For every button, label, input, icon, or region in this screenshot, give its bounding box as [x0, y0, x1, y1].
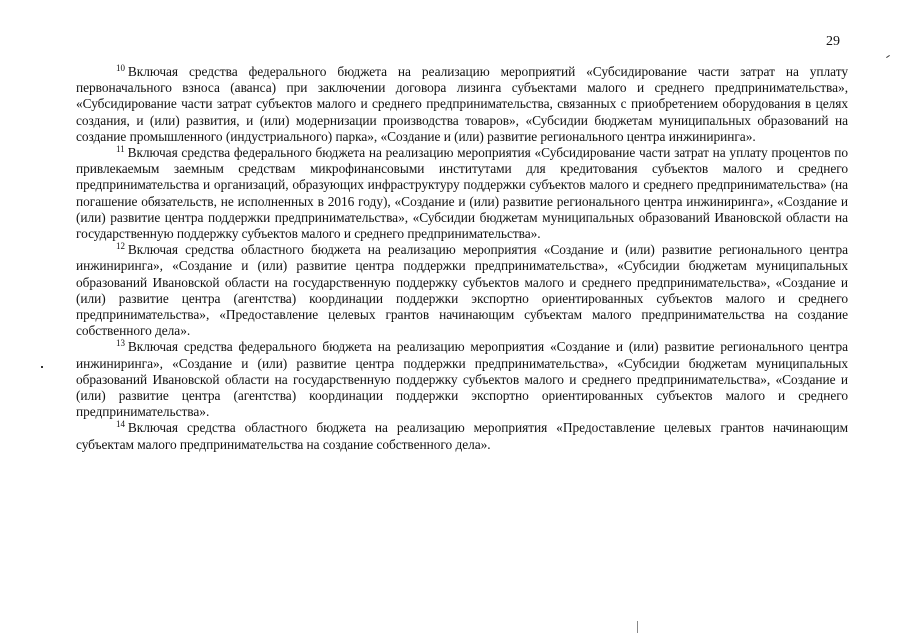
footnote-marker: 11 — [116, 144, 125, 155]
scan-speck — [886, 55, 890, 58]
footnote-13 — [76, 339, 848, 420]
footnote-text: Включая средства областного бюджета на реализацию мероприятия «Предоставление целевых грантов начинающим субъектам малого предпринимательства на создание собственного дела». — [76, 420, 848, 452]
page-number: 29 — [826, 34, 840, 49]
footnote-14 — [76, 420, 848, 452]
footnote-marker: 12 — [116, 241, 125, 252]
footnote-marker: 10 — [116, 63, 125, 73]
footnotes-block — [76, 64, 848, 453]
footnote-text: Включая средства федерального бюджета на реализацию мероприятия «Создание и (или) развитие регионального центра инжиниринга», «Создание и (или) развитие центра поддержки предпринимательства», «Субсидии бюджетам муниципальных образований Ивановской области на государственную поддержку субъектов малого и среднего предпринимательства», «Создание и (или) развитие центра (агентства) координации поддержки экспортно ориентированных субъектов малого и среднего предпринимательства». — [76, 339, 848, 420]
footnote-12 — [76, 242, 848, 339]
scan-speck — [637, 621, 638, 633]
footnote-text: Включая средства федерального бюджета на реализацию мероприятия «Субсидирование части затрат на уплату процентов по привлекаемым заемным средствам микрофинансовыми институтами для кредитования субъектов малого и среднего предпринимательства и организаций, образующих инфраструктуру поддержки субъектов малого и среднего предпринимательства» (на погашение обязательств, не исполненных в 2016 году), «Создание и (или) развитие регионального центра инжиниринга», «Создание и (или) развитие центра поддержки предпринимательства», «Субсидии бюджетам муниципальных образований Ивановской области на государственную поддержку субъектов малого и среднего предпринимательства». — [76, 145, 848, 242]
footnote-10 — [76, 64, 848, 145]
footnote-text: Включая средства областного бюджета на реализацию мероприятия «Создание и (или) развитие регионального центра инжиниринга», «Создание и (или) развитие центра поддержки предпринимательства», «Субсидии бюджетам муниципальных образований Ивановской области на государственную поддержку субъектов малого и среднего предпринимательства», «Создание и (или) развитие центра (агентства) координации поддержки экспортно ориентированных субъектов малого и среднего предпринимательства», «Предоставление целевых грантов начинающим субъектам малого предпринимательства на создание собственного дела». — [76, 242, 848, 339]
footnote-marker: 14 — [116, 419, 125, 430]
footnote-marker: 13 — [116, 338, 125, 349]
footnote-11 — [76, 145, 848, 242]
footnote-text: Включая средства федерального бюджета на реализацию мероприятий «Субсидирование части затрат на уплату первоначального взноса (аванса) при заключении договора лизинга субъектами малого и среднего предпринимательства», «Субсидирование части затрат субъектов малого и среднего предпринимательства, связанных с приобретением оборудования в целях создания, и (или) развития, и (или) модернизации производства товаров», «Субсидии бюджетам муниципальных образований на создание промышленного (индустриального) парка», «Создание и (или) развитие регионального центра инжиниринга». — [76, 64, 848, 144]
scan-speck — [41, 366, 43, 368]
